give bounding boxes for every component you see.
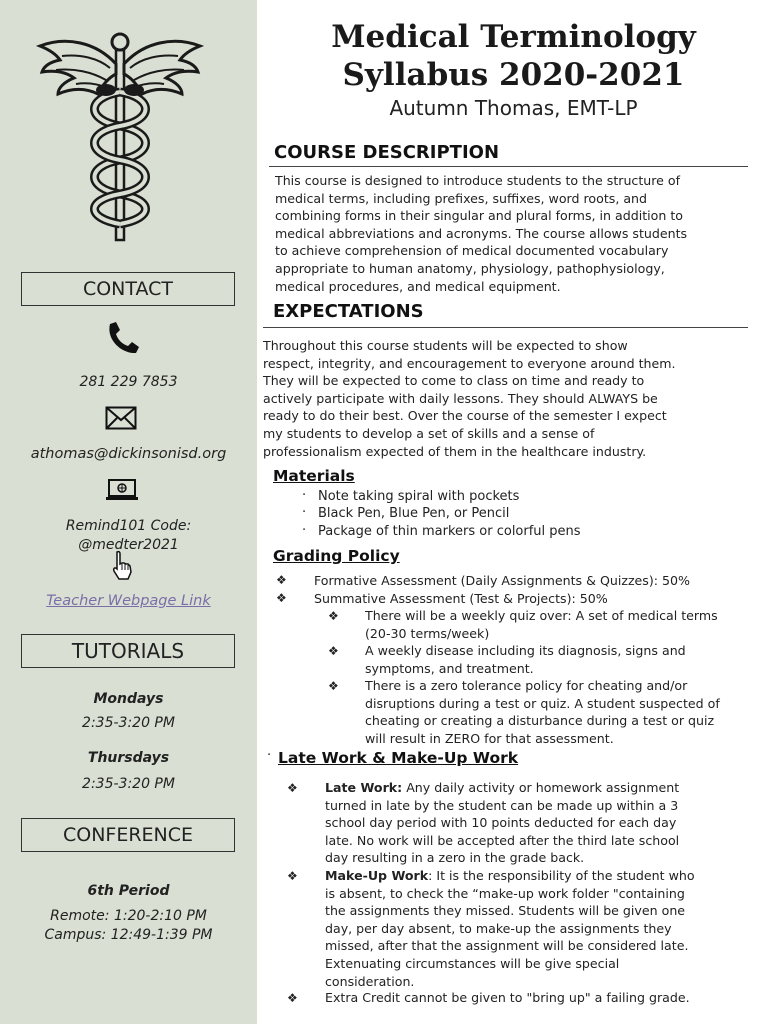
tutorial-time-monday: 2:35-3:20 PM [82,715,175,731]
materials-item: Note taking spiral with pockets [318,489,520,504]
email-address[interactable]: athomas@dickinsonisd.org [30,446,227,462]
late-work-label: Late Work: [325,780,403,795]
phone-number[interactable]: 281 229 7853 [79,374,178,390]
expectations-text [263,337,676,460]
grading-sub-item [365,607,718,642]
text-line: day, per day absent, to make-up the assignments they [325,920,672,936]
tutorials-heading: TUTORIALS [21,634,235,668]
conference-period: 6th Period [87,883,170,899]
author-name: Autumn Thomas, EMT-LP [389,96,638,120]
bullet-icon: · [302,488,307,503]
text-line: This course is designed to introduce students to the structure of [275,173,681,188]
text-line: my students to develop a set of skills and a sense of [263,425,595,441]
text-line: to achieve comprehension of medical documented vocabulary [275,243,669,259]
title-line-2: Syllabus 2020-2021 [342,57,685,93]
diamond-bullet-icon: ❖ [328,679,339,693]
late-work-heading: Late Work & Make-Up Work [278,749,519,767]
diamond-bullet-icon: ❖ [287,991,298,1005]
diamond-bullet-icon: ❖ [328,609,339,623]
conference-campus: Campus: 12:49-1:39 PM [44,927,213,943]
grading-sub-item [365,642,686,677]
extra-credit-policy: Extra Credit cannot be given to "bring up" a failing grade. [325,990,690,1005]
tutorial-day-monday: Mondays [93,691,164,707]
text-line: will result in ZERO for that assessment. [365,730,614,746]
phone-icon [104,320,140,356]
text-line: symptoms, and treatment. [365,660,534,676]
conference-remote: Remote: 1:20-2:10 PM [50,908,207,924]
materials-item: Package of thin markers or colorful pens [318,524,581,539]
text-line: appropriate to human anatomy, physiology, pathophysiology, [275,260,665,276]
text-line: There is a zero tolerance policy for cheating and/or [365,678,688,693]
bullet-icon: · [267,748,272,763]
grading-policy-heading: Grading Policy [273,547,400,565]
contact-heading: CONTACT [21,272,235,306]
diamond-bullet-icon: ❖ [328,644,339,658]
course-description-text [275,172,687,295]
title-line-1: Medical Terminology [331,19,696,55]
envelope-icon [105,406,137,430]
diamond-bullet-icon: ❖ [287,869,298,883]
materials-item: Black Pen, Blue Pen, or Pencil [318,506,510,521]
text-line: cheating or creating a disturbance during a test or quiz [365,713,715,729]
text-line: respect, integrity, and encouragement to everyone around them. [263,355,676,371]
text-line: the assignments they missed. Students will be given one [325,903,686,919]
course-description-heading: COURSE DESCRIPTION [274,142,500,163]
text-line: missed, after that the assignment will be considered late. [325,938,689,954]
hand-cursor-icon [110,550,134,580]
text-line: school day period with 10 points deducted for each day [325,815,677,831]
text-line: medical procedures, and medical equipment. [275,278,561,294]
text-line: professionalism expected of them in the healthcare industry. [263,443,647,459]
formative-assessment: Formative Assessment (Daily Assignments & Quizzes): 50% [314,573,691,588]
bullet-icon: · [302,523,307,538]
diamond-bullet-icon: ❖ [276,573,287,587]
teacher-webpage-link[interactable] [0,593,257,609]
text-line: There will be a weekly quiz over: A set of medical terms [365,608,718,623]
text-line: turned in late by the student can be made up within a 3 [325,797,679,813]
text-line: (20-30 terms/week) [365,625,490,641]
text-line: day resulting in a zero in the grade back. [325,850,585,866]
text-line: : It is the responsibility of the student who [428,868,695,883]
teacher-webpage-link-text[interactable]: Teacher Webpage Link [46,593,211,609]
tutorial-day-thursday: Thursdays [87,750,170,766]
section-divider [263,327,748,328]
late-work-policy [325,779,679,867]
text-line: medical abbreviations and acronyms. The course allows students [275,225,688,241]
text-line: Throughout this course students will be expected to show [263,338,628,353]
text-line: Extenuating circumstances will be give special [325,955,620,971]
remind-label: Remind101 Code: [65,518,192,534]
bullet-icon: · [302,505,307,520]
text-line: A weekly disease including its diagnosis, signs and [365,643,686,658]
summative-assessment: Summative Assessment (Test & Projects): 50% [314,591,608,606]
text-line: actively participate with daily lessons. They should ALWAYS be [263,390,658,406]
caduceus-logo [36,28,204,244]
text-line: disruptions during a test or quiz. A student suspected of [365,695,720,711]
text-line: They will be expected to come to class on time and ready to [263,373,645,389]
conference-heading: CONFERENCE [21,818,235,852]
text-line: ready to do their best. Over the course of the semester I expect [263,408,667,424]
text-line: consideration. [325,973,415,989]
diamond-bullet-icon: ❖ [276,591,287,605]
laptop-icon [105,478,139,502]
makeup-work-label: Make-Up Work [325,868,429,883]
tutorial-time-thursday: 2:35-3:20 PM [82,776,175,792]
expectations-heading: EXPECTATIONS [273,301,424,322]
text-line: combining forms in their singular and plural forms, in addition to [275,208,683,224]
diamond-bullet-icon: ❖ [287,781,298,795]
sidebar [0,0,257,1024]
section-divider [269,166,748,167]
text-line: is absent, to check the “make-up work folder "containing [325,885,685,901]
grading-sub-item [365,677,720,747]
makeup-work-policy [325,867,695,990]
remind-handle: @medter2021 [78,537,179,553]
text-line: late. No work will be accepted after the third late school [325,832,680,848]
text-line: Any daily activity or homework assignment [402,780,680,795]
materials-heading: Materials [273,467,355,485]
text-line: medical terms, including prefixes, suffixes, word roots, and [275,190,648,206]
